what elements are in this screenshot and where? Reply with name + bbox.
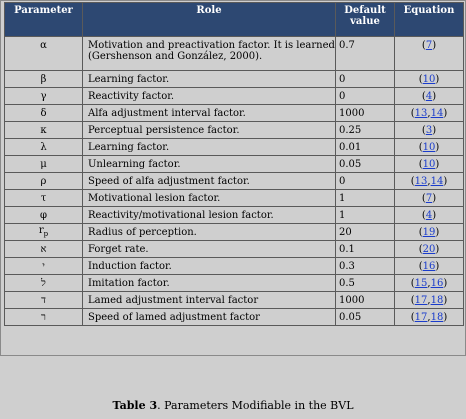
table-row (5, 258, 464, 275)
parameter-cell (5, 71, 83, 88)
default-value-cell: 20 (336, 224, 395, 241)
default-value-cell: 0.25 (336, 122, 395, 139)
table-row (5, 292, 464, 309)
role-cell: Imitation factor. (83, 275, 336, 292)
equation-link[interactable]: 16 (430, 277, 444, 289)
parameter-symbol: r (38, 224, 44, 236)
parameter-symbol: ר (41, 311, 46, 323)
role-cell: Motivation and preactivation factor. It is learned (Gershenson and González, 2000). (83, 37, 336, 71)
equation-link[interactable]: 7 (425, 192, 433, 204)
parameter-symbol: φ (39, 209, 47, 221)
table-row (5, 241, 464, 258)
default-value-cell: 0.1 (336, 241, 395, 258)
table-row (5, 173, 464, 190)
equation-link[interactable]: 13 (414, 175, 428, 187)
role-cell: Learning factor. (83, 139, 336, 156)
table-row (5, 105, 464, 122)
table-row (5, 88, 464, 105)
role-cell: Motivational lesion factor. (83, 190, 336, 207)
role-cell: Speed of alfa adjustment factor. (83, 173, 336, 190)
parameter-symbol: γ (40, 90, 47, 102)
equation-cell: (4) (395, 88, 464, 105)
parameter-cell (5, 105, 83, 122)
equation-cell: (10) (395, 139, 464, 156)
equation-link[interactable]: 14 (430, 107, 444, 119)
equation-cell: (20) (395, 241, 464, 258)
equation-cell: (3) (395, 122, 464, 139)
table-row (5, 37, 464, 71)
equation-cell: (16) (395, 258, 464, 275)
header-parameter: Parameter (5, 3, 83, 37)
default-value-cell: 0.7 (336, 37, 395, 71)
table-row (5, 71, 464, 88)
parameter-cell (5, 156, 83, 173)
parameter-cell (5, 139, 83, 156)
table-row (5, 122, 464, 139)
equation-cell: (7) (395, 37, 464, 71)
parameter-symbol: λ (40, 141, 47, 153)
role-cell: Radius of perception. (83, 224, 336, 241)
role-cell: Perceptual persistence factor. (83, 122, 336, 139)
parameter-cell (5, 37, 83, 71)
equation-cell: (13,14) (395, 105, 464, 122)
role-cell: Unlearning factor. (83, 156, 336, 173)
parameter-symbol: א (40, 243, 47, 255)
equation-link[interactable]: 3 (425, 124, 433, 136)
parameter-symbol: ρ (40, 175, 47, 187)
header-role: Role (83, 3, 336, 37)
table-row (5, 309, 464, 326)
equation-cell: (19) (395, 224, 464, 241)
default-value-cell: 0.3 (336, 258, 395, 275)
table-row (5, 156, 464, 173)
equation-link[interactable]: 4 (425, 90, 433, 102)
equation-link[interactable]: 13 (414, 107, 428, 119)
default-value-cell: 0.01 (336, 139, 395, 156)
header-default-value: Default value (336, 3, 395, 37)
parameter-symbol: י (42, 260, 45, 272)
equation-cell: (10) (395, 71, 464, 88)
parameter-symbol: μ (40, 158, 47, 170)
table-row (5, 275, 464, 292)
default-value-cell: 0.05 (336, 309, 395, 326)
parameter-cell (5, 258, 83, 275)
caption-text: . Parameters Modifiable in the BVL (157, 399, 354, 412)
parameter-cell (5, 292, 83, 309)
table-row (5, 207, 464, 224)
equation-link[interactable]: 10 (422, 73, 436, 85)
parameter-symbol: ל (41, 277, 46, 289)
role-cell: Reactivity/motivational lesion factor. (83, 207, 336, 224)
role-cell: Induction factor. (83, 258, 336, 275)
default-value-cell: 1 (336, 207, 395, 224)
equation-cell: (10) (395, 156, 464, 173)
equation-cell: (13,14) (395, 173, 464, 190)
equation-link[interactable]: 7 (425, 40, 433, 51)
default-value-cell: 1000 (336, 105, 395, 122)
equation-link[interactable]: 16 (422, 260, 436, 272)
role-cell: Lamed adjustment interval factor (83, 292, 336, 309)
parameter-symbol: δ (40, 107, 47, 119)
role-cell: Speed of lamed adjustment factor (83, 309, 336, 326)
equation-link[interactable]: 10 (422, 141, 436, 153)
equation-link[interactable]: 14 (430, 175, 444, 187)
parameter-symbol: τ (40, 192, 47, 204)
parameter-cell (5, 309, 83, 326)
equation-link[interactable]: 17 (414, 294, 428, 306)
role-cell: Reactivity factor. (83, 88, 336, 105)
role-cell: Forget rate. (83, 241, 336, 258)
equation-cell: (15,16) (395, 275, 464, 292)
table-header-row (5, 3, 464, 37)
equation-link[interactable]: 4 (425, 209, 433, 221)
header-equation: Equation (395, 3, 464, 37)
equation-link[interactable]: 17 (414, 311, 428, 323)
default-value-cell: 0 (336, 88, 395, 105)
default-value-cell: 0 (336, 173, 395, 190)
parameter-cell (5, 190, 83, 207)
parameter-symbol: β (40, 73, 47, 85)
parameter-cell (5, 88, 83, 105)
parameter-subscript: p (43, 229, 49, 238)
equation-cell: (7) (395, 190, 464, 207)
parameters-table (4, 2, 464, 326)
equation-link[interactable]: 20 (422, 243, 436, 255)
equation-cell: (4) (395, 207, 464, 224)
equation-link[interactable]: 15 (414, 277, 428, 289)
default-value-cell: 0.5 (336, 275, 395, 292)
parameter-cell (5, 122, 83, 139)
equation-cell: (17,18) (395, 292, 464, 309)
table-caption (0, 399, 466, 412)
table-row (5, 139, 464, 156)
parameter-cell (5, 173, 83, 190)
equation-link[interactable]: 19 (422, 226, 436, 238)
parameter-symbol: ד (41, 294, 46, 306)
equation-link[interactable]: 18 (430, 311, 444, 323)
table-row (5, 190, 464, 207)
equation-cell: (17,18) (395, 309, 464, 326)
equation-link[interactable]: 10 (422, 158, 436, 170)
parameter-symbol: α (40, 40, 47, 51)
default-value-cell: 1000 (336, 292, 395, 309)
parameter-cell (5, 224, 83, 241)
default-value-cell: 1 (336, 190, 395, 207)
parameter-cell (5, 241, 83, 258)
role-cell: Learning factor. (83, 71, 336, 88)
parameter-cell (5, 207, 83, 224)
parameter-cell (5, 275, 83, 292)
default-value-cell: 0 (336, 71, 395, 88)
parameter-symbol: κ (40, 124, 47, 136)
role-cell: Alfa adjustment interval factor. (83, 105, 336, 122)
equation-link[interactable]: 18 (430, 294, 444, 306)
table-row (5, 224, 464, 241)
caption-label: Table 3 (112, 399, 158, 412)
default-value-cell: 0.05 (336, 156, 395, 173)
